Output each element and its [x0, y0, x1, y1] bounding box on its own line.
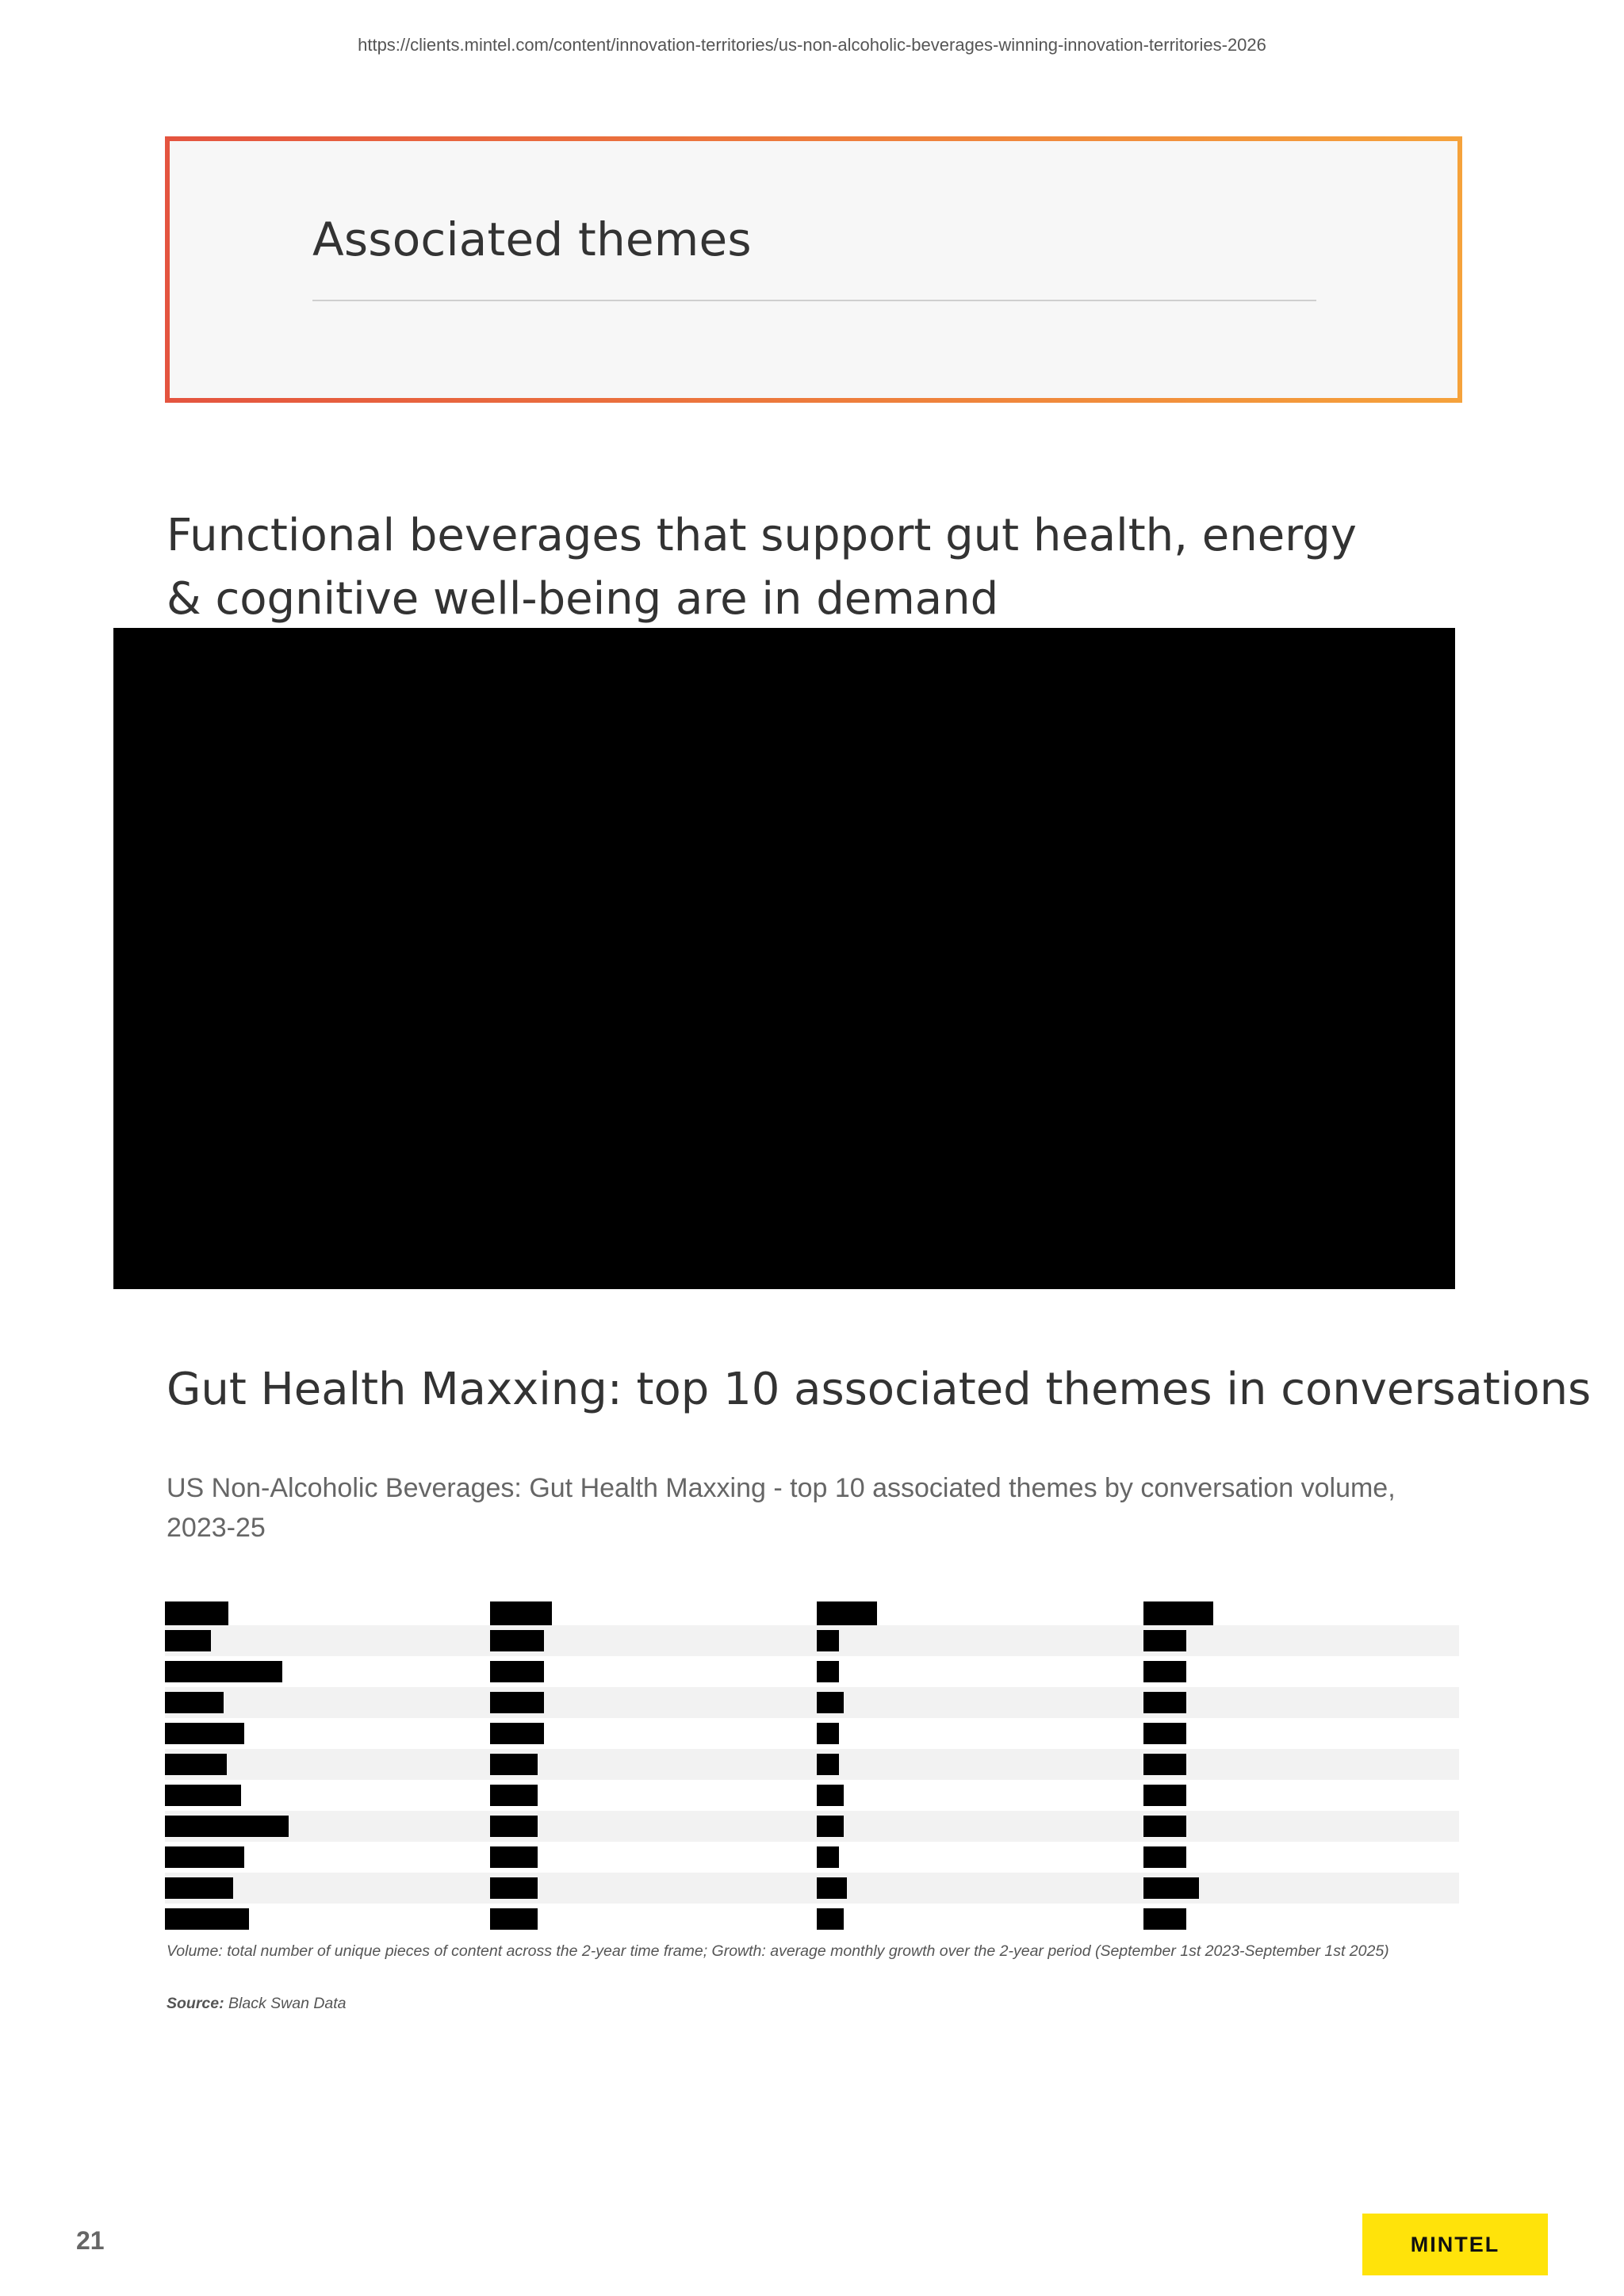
table-row: [165, 1656, 1459, 1687]
redacted-cell: [165, 1877, 233, 1899]
chart-subtitle: US Non-Alcoholic Beverages: Gut Health Maxxing - top 10 associated themes by conversation volume, 2023-25: [167, 1473, 1396, 1543]
redacted-themes-table: [165, 1600, 1459, 1934]
redacted-cell: [165, 1723, 244, 1744]
redacted-cell: [817, 1692, 844, 1713]
redacted-cell: [490, 1601, 552, 1625]
redacted-cell: [490, 1754, 538, 1775]
redacted-cell: [165, 1816, 289, 1837]
redacted-cell: [490, 1692, 544, 1713]
redacted-cell: [165, 1785, 241, 1806]
redacted-media-block: [113, 628, 1455, 1289]
redacted-cell: [490, 1877, 538, 1899]
redacted-cell: [165, 1601, 228, 1625]
redacted-cell: [165, 1754, 227, 1775]
redacted-cell: [1143, 1908, 1186, 1930]
table-row: [165, 1904, 1459, 1934]
redacted-cell: [817, 1908, 844, 1930]
redacted-cell: [1143, 1723, 1186, 1744]
chart-heading: Gut Health Maxxing: top 10 associated themes in conversations: [167, 1364, 1591, 1415]
redacted-cell: [1143, 1601, 1213, 1625]
redacted-cell: [1143, 1630, 1186, 1651]
table-row: [165, 1687, 1459, 1718]
redacted-cell: [490, 1846, 538, 1868]
section-headline: Functional beverages that support gut health, energy & cognitive well-being are in demand: [167, 510, 1357, 625]
table-row: [165, 1842, 1459, 1873]
redacted-cell: [817, 1816, 844, 1837]
redacted-cell: [817, 1754, 839, 1775]
table-row: [165, 1718, 1459, 1749]
associated-themes-box: [165, 136, 1462, 403]
redacted-cell: [165, 1908, 249, 1930]
mintel-logo: [1362, 2214, 1548, 2275]
table-row: [165, 1625, 1459, 1656]
redacted-cell: [1143, 1661, 1186, 1682]
redacted-cell: [1143, 1816, 1186, 1837]
redacted-cell: [165, 1692, 224, 1713]
redacted-cell: [817, 1661, 839, 1682]
redacted-cell: [817, 1723, 839, 1744]
table-row: [165, 1749, 1459, 1780]
page-number: 21: [76, 2226, 105, 2255]
redacted-cell: [165, 1661, 282, 1682]
redacted-cell: [1143, 1754, 1186, 1775]
source-label: Source:: [167, 1995, 224, 2012]
redacted-cell: [490, 1723, 544, 1744]
mintel-logo-text: MINTEL: [1410, 2232, 1500, 2256]
redacted-cell: [1143, 1692, 1186, 1713]
title-divider: [312, 300, 1316, 301]
redacted-cell: [817, 1601, 877, 1625]
redacted-cell: [817, 1846, 839, 1868]
source-text: Black Swan Data: [228, 1995, 347, 2012]
chart-footnote: Volume: total number of unique pieces of content across the 2-year time frame; Growth: average monthly growth over the 2-year period (September 1st 2023-September 1st 2025): [167, 1942, 1389, 1960]
redacted-cell: [817, 1877, 847, 1899]
chart-source: [167, 1995, 347, 2013]
redacted-cell: [165, 1630, 211, 1651]
redacted-cell: [490, 1630, 544, 1651]
redacted-cell: [490, 1908, 538, 1930]
redacted-cell: [490, 1661, 544, 1682]
redacted-cell: [1143, 1785, 1186, 1806]
redacted-cell: [490, 1785, 538, 1806]
associated-themes-panel: [170, 141, 1457, 398]
redacted-cell: [165, 1846, 244, 1868]
redacted-cell: [1143, 1877, 1199, 1899]
associated-themes-title: Associated themes: [312, 212, 752, 266]
table-row: [165, 1811, 1459, 1842]
table-row: [165, 1873, 1459, 1904]
redacted-cell: [1143, 1846, 1186, 1868]
table-header-row: [165, 1600, 1459, 1625]
redacted-cell: [817, 1785, 844, 1806]
table-row: [165, 1780, 1459, 1811]
redacted-cell: [490, 1816, 538, 1837]
page-url: https://clients.mintel.com/content/innovation-territories/us-non-alcoholic-beverages-winning-innovation-territories-2026: [358, 35, 1266, 55]
redacted-cell: [817, 1630, 839, 1651]
